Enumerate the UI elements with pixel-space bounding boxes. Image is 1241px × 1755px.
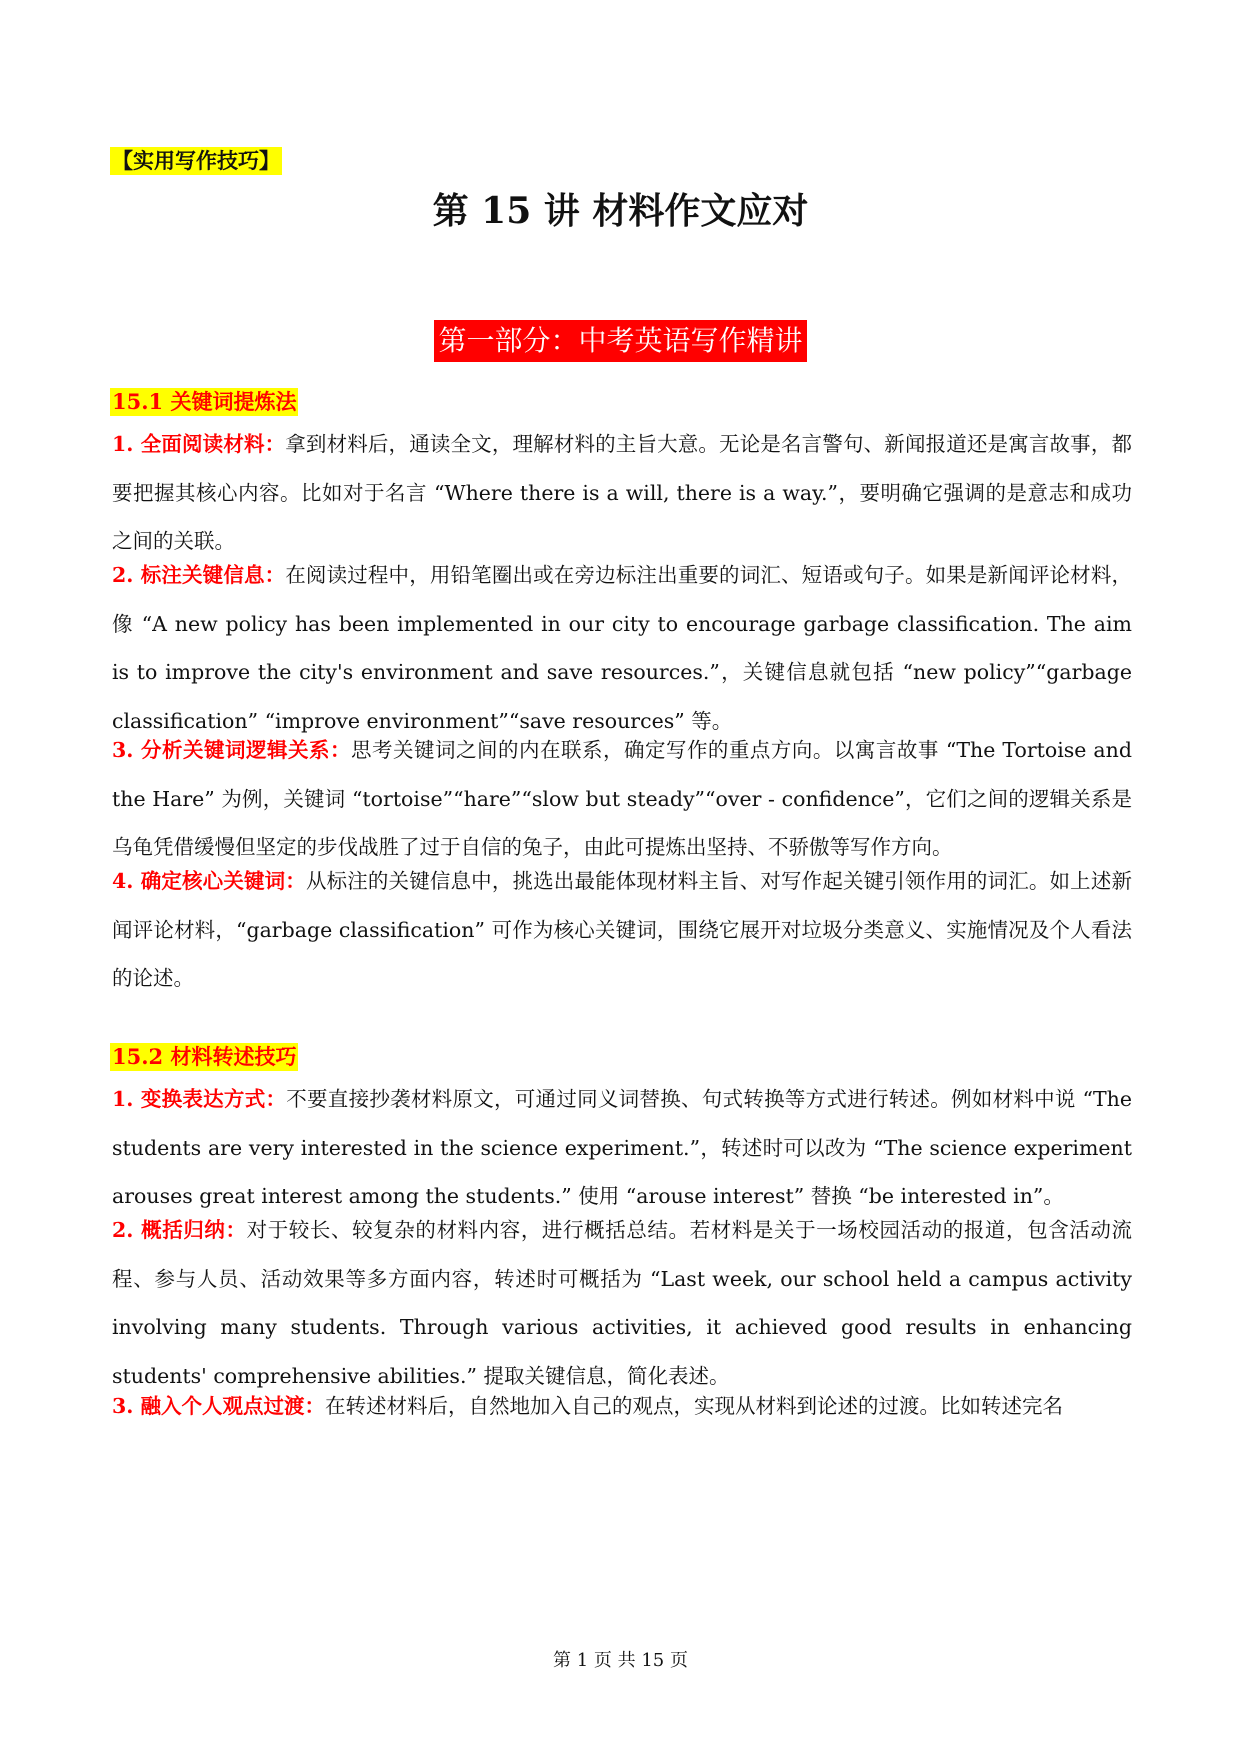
item-text: 从标注的关键信息中，挑选出最能体现材料主旨、对写作起关键引领作用的词汇。如上述新闻评论材料，“garbage classification” 可作为核心关键词，围绕它展开对垃圾分类意义、实施情况及个人看法的论述。	[112, 869, 1132, 990]
paragraph-item	[112, 726, 1132, 872]
paragraph-item	[112, 1206, 1132, 1400]
paragraph-item	[112, 1382, 1132, 1431]
item-text: 对于较长、较复杂的材料内容，进行概括总结。若材料是关于一场校园活动的报道，包含活动流程、参与人员、活动效果等多方面内容，转述时可概括为 “Last week, our school held a campus activity involving many students. Through various activities, it achieved good results in enhancing students' comprehensive abilities.” 提取关键信息，简化表述。	[112, 1218, 1132, 1388]
part-title-wrap	[0, 320, 1241, 362]
paragraph-item	[112, 1075, 1132, 1221]
item-heading: 3. 分析关键词逻辑关系：	[112, 738, 351, 762]
lecture-title: 第 15 讲 材料作文应对	[432, 190, 809, 232]
item-heading: 1. 全面阅读材料：	[112, 432, 286, 456]
section-heading-15-2: 15.2 材料转述技巧	[112, 1044, 297, 1069]
item-text: 拿到材料后，通读全文，理解材料的主旨大意。无论是名言警句、新闻报道还是寓言故事，都要把握其核心内容。比如对于名言 “Where there is a will, there is a way.”，要明确它强调的是意志和成功之间的关联。	[112, 432, 1132, 553]
item-heading: 3. 融入个人观点过渡：	[112, 1394, 326, 1418]
item-text: 思考关键词之间的内在联系，确定写作的重点方向。以寓言故事 “The Tortoise and the Hare” 为例，关键词 “tortoise”“hare”“slow but steady”“over - confidence”，它们之间的逻辑关系是乌龟凭借缓慢但坚定的步伐战胜了过于自信的兔子，由此可提炼出坚持、不骄傲等写作方向。	[112, 738, 1132, 859]
item-heading: 2. 标注关键信息：	[112, 563, 286, 587]
paragraph-item	[112, 420, 1132, 566]
category-tag: 【实用写作技巧】	[112, 148, 280, 173]
part-title: 第一部分：中考英语写作精讲	[434, 320, 806, 362]
paragraph-item	[112, 857, 1132, 1003]
item-text: 不要直接抄袭材料原文，可通过同义词替换、句式转换等方式进行转述。例如材料中说 “The students are very interested in the science experiment.”，转述时可以改为 “The science experiment arouses great interest among the students.” 使用 “arouse interest” 替换 “be interested in”。	[112, 1087, 1132, 1208]
item-heading: 1. 变换表达方式：	[112, 1087, 287, 1111]
item-text: 在阅读过程中，用铅笔圈出或在旁边标注出重要的词汇、短语或句子。如果是新闻评论材料，像 “A new policy has been implemented in our city to encourage garbage classification. The aim is to improve the city's environment and save resources.”，关键信息就包括 “new policy”“garbage classification” “improve environment”“save resources” 等。	[112, 563, 1132, 733]
item-heading: 2. 概括归纳：	[112, 1218, 247, 1242]
page-footer: 第 1 页 共 15 页	[553, 1650, 688, 1671]
section-heading-15-1: 15.1 关键词提炼法	[112, 389, 297, 414]
item-heading: 4. 确定核心关键词：	[112, 869, 306, 893]
item-text: 在转述材料后，自然地加入自己的观点，实现从材料到论述的过渡。比如转述完名	[325, 1394, 1064, 1418]
paragraph-item	[112, 551, 1132, 745]
